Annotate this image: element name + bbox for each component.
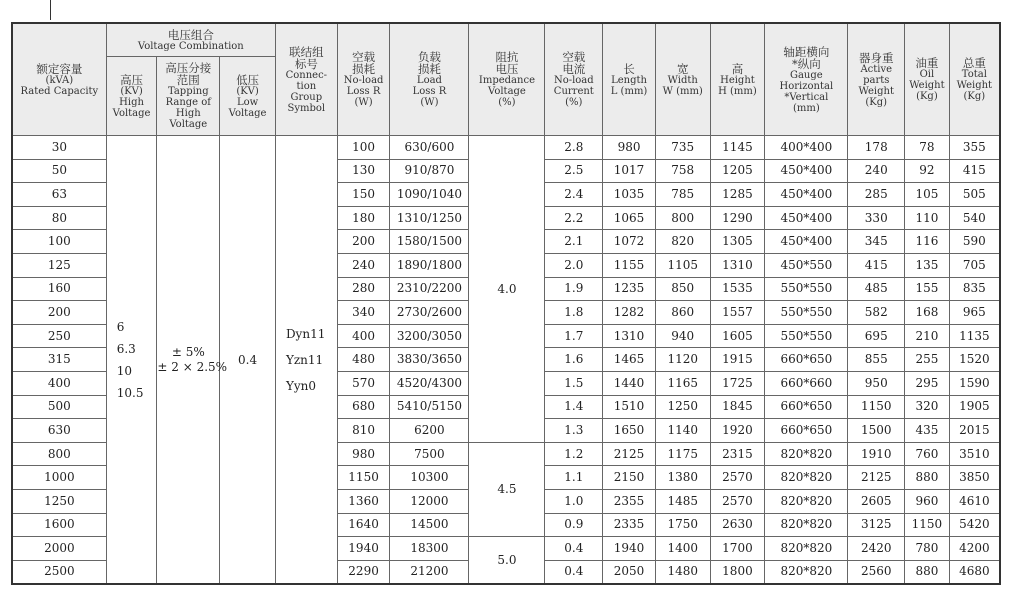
cell-total-weight: 590	[949, 230, 1000, 254]
cell-length: 1440	[603, 371, 656, 395]
cell-no-load-loss: 1360	[337, 489, 390, 513]
cell-no-load-loss: 2290	[337, 560, 390, 584]
cell-total-weight: 965	[949, 301, 1000, 325]
cell-rated-capacity: 80	[12, 206, 106, 230]
cell-no-load-loss: 130	[337, 159, 390, 183]
cell-width: 1165	[655, 371, 710, 395]
cell-width: 1400	[655, 537, 710, 561]
header-impedance-voltage: 阻抗 电压 Impedance Voltage (%)	[469, 23, 545, 136]
cell-length: 1072	[603, 230, 656, 254]
cell-height: 2570	[710, 489, 765, 513]
cell-length: 1650	[603, 419, 656, 443]
cell-no-load-loss: 400	[337, 324, 390, 348]
cell-length: 1235	[603, 277, 656, 301]
cell-no-load-current: 2.0	[545, 253, 603, 277]
cell-no-load-loss: 1640	[337, 513, 390, 537]
cell-width: 1380	[655, 466, 710, 490]
cell-active-parts-weight: 415	[848, 253, 905, 277]
cell-gauge: 450*400	[765, 159, 848, 183]
cell-oil-weight: 110	[905, 206, 950, 230]
cell-load-loss: 18300	[390, 537, 469, 561]
cell-oil-weight: 92	[905, 159, 950, 183]
cell-length: 2150	[603, 466, 656, 490]
cell-active-parts-weight: 485	[848, 277, 905, 301]
cell-load-loss: 14500	[390, 513, 469, 537]
header-connection-group: 联结组 标号 Connec- tion Group Symbol	[275, 23, 337, 136]
cell-gauge: 820*820	[765, 466, 848, 490]
cell-active-parts-weight: 330	[848, 206, 905, 230]
cell-rated-capacity: 125	[12, 253, 106, 277]
header-total-weight: 总重 Total Weight (Kg)	[949, 23, 1000, 136]
cell-length: 1282	[603, 301, 656, 325]
merged-tapping-range	[157, 136, 228, 585]
cell-no-load-loss: 150	[337, 183, 390, 207]
cell-no-load-current: 1.6	[545, 348, 603, 372]
cell-oil-weight: 255	[905, 348, 950, 372]
cell-oil-weight: 168	[905, 301, 950, 325]
cell-no-load-loss: 240	[337, 253, 390, 277]
connection-group-value: Yyn0	[285, 378, 317, 393]
cell-gauge: 660*650	[765, 348, 848, 372]
merged-impedance-voltage: 4.0	[469, 136, 545, 443]
cell-active-parts-weight: 1150	[848, 395, 905, 419]
cell-height: 1605	[710, 324, 765, 348]
cell-total-weight: 4200	[949, 537, 1000, 561]
table-row	[12, 136, 1000, 160]
cell-no-load-current: 0.4	[545, 560, 603, 584]
cell-oil-weight: 435	[905, 419, 950, 443]
cell-length: 1940	[603, 537, 656, 561]
merged-impedance-voltage: 4.5	[469, 442, 545, 536]
header-length: 长 Length L (mm)	[603, 23, 656, 136]
cell-width: 1750	[655, 513, 710, 537]
connection-group-value: Dyn11	[285, 326, 326, 341]
cell-load-loss: 2730/2600	[390, 301, 469, 325]
cell-width: 1175	[655, 442, 710, 466]
cell-no-load-current: 0.9	[545, 513, 603, 537]
cell-no-load-current: 2.2	[545, 206, 603, 230]
header-no-load-loss: 空载 损耗 No-load Loss R (W)	[337, 23, 390, 136]
cell-height: 1205	[710, 159, 765, 183]
cell-active-parts-weight: 855	[848, 348, 905, 372]
cell-active-parts-weight: 2560	[848, 560, 905, 584]
cell-oil-weight: 155	[905, 277, 950, 301]
cell-no-load-loss: 1150	[337, 466, 390, 490]
header-load-loss: 负载 损耗 Load Loss R (W)	[390, 23, 469, 136]
cell-width: 940	[655, 324, 710, 348]
cell-gauge: 400*400	[765, 136, 848, 160]
cell-rated-capacity: 2500	[12, 560, 106, 584]
cell-height: 1725	[710, 371, 765, 395]
cell-total-weight: 505	[949, 183, 1000, 207]
header-no-load-current: 空载 电流 No-load Current (%)	[545, 23, 603, 136]
cell-rated-capacity: 400	[12, 371, 106, 395]
cell-gauge: 820*820	[765, 442, 848, 466]
cell-height: 1920	[710, 419, 765, 443]
merged-high-voltage	[106, 136, 157, 585]
cell-no-load-current: 1.3	[545, 419, 603, 443]
cell-no-load-loss: 1940	[337, 537, 390, 561]
cell-load-loss: 21200	[390, 560, 469, 584]
cell-width: 1485	[655, 489, 710, 513]
header-high-voltage: 高压 (KV) High Voltage	[106, 57, 157, 136]
cell-gauge: 660*660	[765, 371, 848, 395]
cell-oil-weight: 760	[905, 442, 950, 466]
cell-length: 1035	[603, 183, 656, 207]
merged-connection-group	[275, 136, 337, 585]
cell-oil-weight: 320	[905, 395, 950, 419]
cell-width: 1250	[655, 395, 710, 419]
cell-rated-capacity: 1000	[12, 466, 106, 490]
cell-height: 1800	[710, 560, 765, 584]
cell-oil-weight: 1150	[905, 513, 950, 537]
cell-length: 980	[603, 136, 656, 160]
cell-active-parts-weight: 345	[848, 230, 905, 254]
high-voltage-value: 10.5	[116, 385, 144, 400]
cell-length: 1510	[603, 395, 656, 419]
cell-load-loss: 4520/4300	[390, 371, 469, 395]
cell-total-weight: 1590	[949, 371, 1000, 395]
cell-load-loss: 2310/2200	[390, 277, 469, 301]
cell-width: 820	[655, 230, 710, 254]
crop-mark	[50, 0, 51, 20]
cell-oil-weight: 295	[905, 371, 950, 395]
cell-active-parts-weight: 582	[848, 301, 905, 325]
cell-no-load-current: 0.4	[545, 537, 603, 561]
cell-no-load-current: 1.4	[545, 395, 603, 419]
cell-no-load-current: 2.4	[545, 183, 603, 207]
header-width: 宽 Width W (mm)	[655, 23, 710, 136]
cell-gauge: 820*820	[765, 537, 848, 561]
cell-rated-capacity: 630	[12, 419, 106, 443]
cell-no-load-current: 1.2	[545, 442, 603, 466]
cell-width: 1140	[655, 419, 710, 443]
cell-active-parts-weight: 2420	[848, 537, 905, 561]
cell-no-load-loss: 280	[337, 277, 390, 301]
cell-total-weight: 355	[949, 136, 1000, 160]
header-height: 高 Height H (mm)	[710, 23, 765, 136]
cell-load-loss: 1310/1250	[390, 206, 469, 230]
cell-load-loss: 1890/1800	[390, 253, 469, 277]
cell-no-load-loss: 340	[337, 301, 390, 325]
cell-height: 2570	[710, 466, 765, 490]
cell-width: 1105	[655, 253, 710, 277]
cell-total-weight: 1905	[949, 395, 1000, 419]
cell-rated-capacity: 50	[12, 159, 106, 183]
cell-height: 1915	[710, 348, 765, 372]
cell-rated-capacity: 100	[12, 230, 106, 254]
cell-gauge: 660*650	[765, 419, 848, 443]
header-gauge: 轴距横向 *纵向 Gauge Horizontal *Vertical (mm)	[765, 23, 848, 136]
cell-no-load-current: 2.8	[545, 136, 603, 160]
cell-total-weight: 540	[949, 206, 1000, 230]
header-tapping-range: 高压分接 范围 Tapping Range of High Voltage	[157, 57, 220, 136]
cell-no-load-current: 1.9	[545, 277, 603, 301]
table-body	[12, 136, 1000, 585]
cell-no-load-loss: 680	[337, 395, 390, 419]
cell-gauge: 660*650	[765, 395, 848, 419]
cell-total-weight: 3510	[949, 442, 1000, 466]
cell-height: 2315	[710, 442, 765, 466]
cell-no-load-current: 2.1	[545, 230, 603, 254]
cell-no-load-current: 1.5	[545, 371, 603, 395]
cell-height: 1290	[710, 206, 765, 230]
cell-total-weight: 415	[949, 159, 1000, 183]
cell-length: 1310	[603, 324, 656, 348]
cell-rated-capacity: 800	[12, 442, 106, 466]
cell-oil-weight: 78	[905, 136, 950, 160]
cell-load-loss: 3200/3050	[390, 324, 469, 348]
cell-gauge: 450*400	[765, 183, 848, 207]
table-header	[12, 23, 1000, 136]
cell-rated-capacity: 160	[12, 277, 106, 301]
cell-gauge: 550*550	[765, 324, 848, 348]
high-voltage-value: 6.3	[116, 341, 136, 356]
cell-load-loss: 6200	[390, 419, 469, 443]
merged-impedance-voltage: 5.0	[469, 537, 545, 585]
cell-oil-weight: 880	[905, 466, 950, 490]
cell-oil-weight: 210	[905, 324, 950, 348]
cell-oil-weight: 960	[905, 489, 950, 513]
cell-length: 1465	[603, 348, 656, 372]
tapping-value: ± 5%	[171, 344, 205, 359]
cell-load-loss: 5410/5150	[390, 395, 469, 419]
cell-width: 850	[655, 277, 710, 301]
cell-no-load-current: 1.7	[545, 324, 603, 348]
cell-load-loss: 3830/3650	[390, 348, 469, 372]
cell-active-parts-weight: 1910	[848, 442, 905, 466]
cell-active-parts-weight: 3125	[848, 513, 905, 537]
cell-rated-capacity: 315	[12, 348, 106, 372]
cell-total-weight: 1135	[949, 324, 1000, 348]
cell-height: 1310	[710, 253, 765, 277]
cell-no-load-loss: 180	[337, 206, 390, 230]
cell-load-loss: 7500	[390, 442, 469, 466]
cell-total-weight: 4610	[949, 489, 1000, 513]
cell-rated-capacity: 2000	[12, 537, 106, 561]
cell-height: 1557	[710, 301, 765, 325]
high-voltage-value: 10	[116, 363, 133, 378]
cell-no-load-current: 1.0	[545, 489, 603, 513]
cell-gauge: 450*400	[765, 230, 848, 254]
cell-oil-weight: 105	[905, 183, 950, 207]
cell-height: 1700	[710, 537, 765, 561]
cell-load-loss: 10300	[390, 466, 469, 490]
cell-gauge: 820*820	[765, 560, 848, 584]
cell-no-load-loss: 810	[337, 419, 390, 443]
cell-active-parts-weight: 178	[848, 136, 905, 160]
cell-length: 2050	[603, 560, 656, 584]
cell-width: 860	[655, 301, 710, 325]
connection-group-value: Yzn11	[285, 352, 324, 367]
cell-rated-capacity: 63	[12, 183, 106, 207]
cell-no-load-loss: 480	[337, 348, 390, 372]
header-active-parts-weight: 器身重 Active parts Weight (Kg)	[848, 23, 905, 136]
cell-load-loss: 12000	[390, 489, 469, 513]
cell-load-loss: 1090/1040	[390, 183, 469, 207]
cell-gauge: 450*400	[765, 206, 848, 230]
cell-active-parts-weight: 950	[848, 371, 905, 395]
cell-total-weight: 835	[949, 277, 1000, 301]
cell-active-parts-weight: 1500	[848, 419, 905, 443]
cell-no-load-current: 1.1	[545, 466, 603, 490]
cell-rated-capacity: 250	[12, 324, 106, 348]
cell-active-parts-weight: 695	[848, 324, 905, 348]
cell-total-weight: 4680	[949, 560, 1000, 584]
cell-height: 1285	[710, 183, 765, 207]
cell-gauge: 550*550	[765, 301, 848, 325]
cell-total-weight: 3850	[949, 466, 1000, 490]
cell-length: 2125	[603, 442, 656, 466]
cell-oil-weight: 135	[905, 253, 950, 277]
cell-gauge: 450*550	[765, 253, 848, 277]
cell-rated-capacity: 500	[12, 395, 106, 419]
header-voltage-combination: 电压组合 Voltage Combination	[106, 23, 275, 57]
cell-height: 2630	[710, 513, 765, 537]
cell-length: 1155	[603, 253, 656, 277]
cell-load-loss: 630/600	[390, 136, 469, 160]
cell-load-loss: 1580/1500	[390, 230, 469, 254]
cell-no-load-loss: 200	[337, 230, 390, 254]
cell-no-load-loss: 570	[337, 371, 390, 395]
tapping-value: ± 2 × 2.5%	[157, 359, 228, 374]
cell-length: 1065	[603, 206, 656, 230]
cell-total-weight: 2015	[949, 419, 1000, 443]
high-voltage-value: 6	[116, 319, 125, 334]
merged-low-voltage: 0.4	[220, 136, 276, 585]
header-oil-weight: 油重 Oil Weight (Kg)	[905, 23, 950, 136]
cell-length: 2355	[603, 489, 656, 513]
cell-total-weight: 705	[949, 253, 1000, 277]
header-rated-capacity: 额定容量 (kVA) Rated Capacity	[12, 23, 106, 136]
cell-total-weight: 5420	[949, 513, 1000, 537]
cell-no-load-current: 1.8	[545, 301, 603, 325]
cell-oil-weight: 116	[905, 230, 950, 254]
cell-no-load-current: 2.5	[545, 159, 603, 183]
cell-active-parts-weight: 2605	[848, 489, 905, 513]
cell-total-weight: 1520	[949, 348, 1000, 372]
header-low-voltage: 低压 (KV) Low Voltage	[220, 57, 276, 136]
cell-active-parts-weight: 2125	[848, 466, 905, 490]
cell-height: 1145	[710, 136, 765, 160]
cell-width: 785	[655, 183, 710, 207]
cell-no-load-loss: 980	[337, 442, 390, 466]
cell-rated-capacity: 1600	[12, 513, 106, 537]
cell-rated-capacity: 30	[12, 136, 106, 160]
cell-width: 758	[655, 159, 710, 183]
cell-gauge: 550*550	[765, 277, 848, 301]
cell-rated-capacity: 200	[12, 301, 106, 325]
cell-height: 1845	[710, 395, 765, 419]
cell-height: 1535	[710, 277, 765, 301]
cell-length: 2335	[603, 513, 656, 537]
cell-height: 1305	[710, 230, 765, 254]
cell-width: 1120	[655, 348, 710, 372]
transformer-spec-table	[11, 22, 1001, 585]
cell-oil-weight: 780	[905, 537, 950, 561]
cell-gauge: 820*820	[765, 513, 848, 537]
cell-rated-capacity: 1250	[12, 489, 106, 513]
cell-width: 735	[655, 136, 710, 160]
cell-width: 800	[655, 206, 710, 230]
cell-width: 1480	[655, 560, 710, 584]
cell-active-parts-weight: 240	[848, 159, 905, 183]
cell-oil-weight: 880	[905, 560, 950, 584]
cell-length: 1017	[603, 159, 656, 183]
cell-no-load-loss: 100	[337, 136, 390, 160]
cell-gauge: 820*820	[765, 489, 848, 513]
cell-active-parts-weight: 285	[848, 183, 905, 207]
cell-load-loss: 910/870	[390, 159, 469, 183]
